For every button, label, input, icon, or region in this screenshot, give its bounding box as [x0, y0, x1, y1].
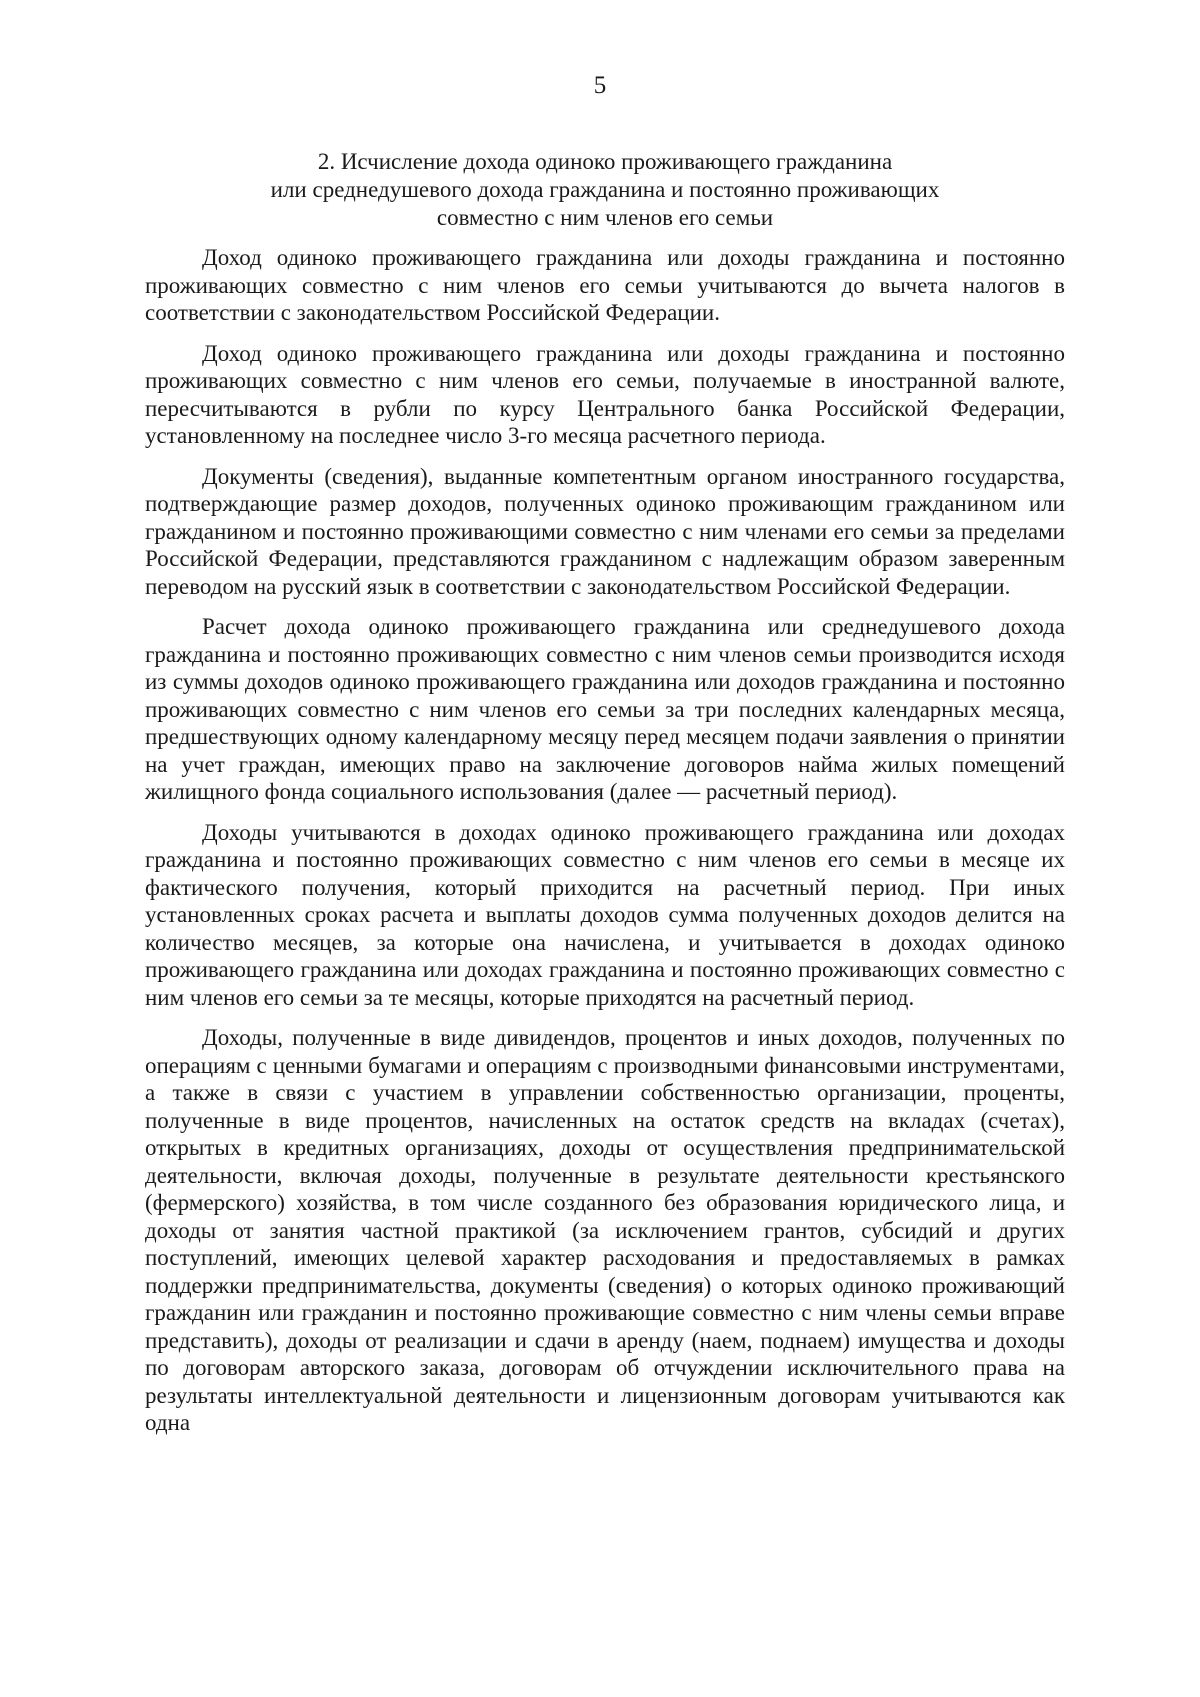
section-heading-line: совместно с ним членов его семьи [436, 205, 774, 230]
paragraph: Расчет дохода одиноко проживающего гражданина или среднедушевого дохода гражданина и постоянно проживающих совместно с ним членов семьи производится исходя из суммы доходов одиноко проживающего гражданина или доходов гражданина и постоянно проживающих совместно с ним членов его семьи за три последних календарных месяца, предшествующих одному календарному месяцу перед месяцем подачи заявления о принятии на учет граждан, имеющих право на заключение договоров найма жилых помещений жилищного фонда социального использования (далее — расчетный период). [145, 614, 1065, 804]
paragraph: Доход одиноко проживающего гражданина или доходы гражданина и постоянно проживающих совместно с ним членов его семьи учитываются до вычета налогов в соответствии с законодательством Российской Федерации. [145, 245, 1065, 325]
page-content [145, 148, 1065, 1450]
page-number: 5 [593, 72, 607, 99]
paragraph: Доход одиноко проживающего гражданина или доходы гражданина и постоянно проживающих совместно с ним членов его семьи, получаемые в иностранной валюте, пересчитываются в рубли по курсу Центрального банка Российской Федерации, установленному на последнее число 3-го месяца расчетного периода. [145, 340, 1065, 448]
paragraph: Документы (сведения), выданные компетентным органом иностранного государства, подтверждающие размер доходов, полученных одиноко проживающим гражданином или гражданином и постоянно проживающими совместно с ним членами его семьи за пределами Российской Федерации, представляются гражданином с надлежащим образом заверенным переводом на русский язык в соответствии с законодательством Российской Федерации. [145, 463, 1065, 599]
section-heading-line: 2. Исчисление дохода одиноко проживающего гражданина [317, 149, 893, 174]
section-heading [145, 148, 1065, 232]
paragraph: Доходы учитываются в доходах одиноко проживающего гражданина или доходах гражданина и постоянно проживающих совместно с ним членов его семьи в месяце их фактического получения, который приходится на расчетный период. При иных установленных сроках расчета и выплаты доходов сумма полученных доходов делится на количество месяцев, за которые она начислена, и учитывается в доходах одиноко проживающего гражданина или доходах гражданина и постоянно проживающих совместно с ним членов его семьи за те месяцы, которые приходятся на расчетный период. [145, 819, 1065, 1010]
section-heading-line: или среднедушевого дохода гражданина и постоянно проживающих [270, 177, 940, 202]
paragraph: Доходы, полученные в виде дивидендов, процентов и иных доходов, полученных по операциям с ценными бумагами и операциям с производными финансовыми инструментами, а также в связи с участием в управлении собственностью организации, проценты, полученные в виде процентов, начисленных на остаток средств на вкладах (счетах), открытых в кредитных организациях, доходы от осуществления предпринимательской деятельности, включая доходы, полученные в результате деятельности крестьянского (фермерского) хозяйства, в том числе созданного без образования юридического лица, и доходы от занятия частной практикой (за исключением грантов, субсидий и других поступлений, имеющих целевой характер расходования и предоставляемых в рамках поддержки предпринимательства, документы (сведения) о которых одиноко проживающий гражданин или гражданин и постоянно проживающие совместно с ним члены семьи вправе представить), доходы от реализации и сдачи в аренду (наем, поднаем) имущества и доходы по договорам авторского заказа, договорам об отчуждении исключительного права на результаты интеллектуальной деятельности и лицензионным договорам учитываются как одна [145, 1025, 1065, 1435]
